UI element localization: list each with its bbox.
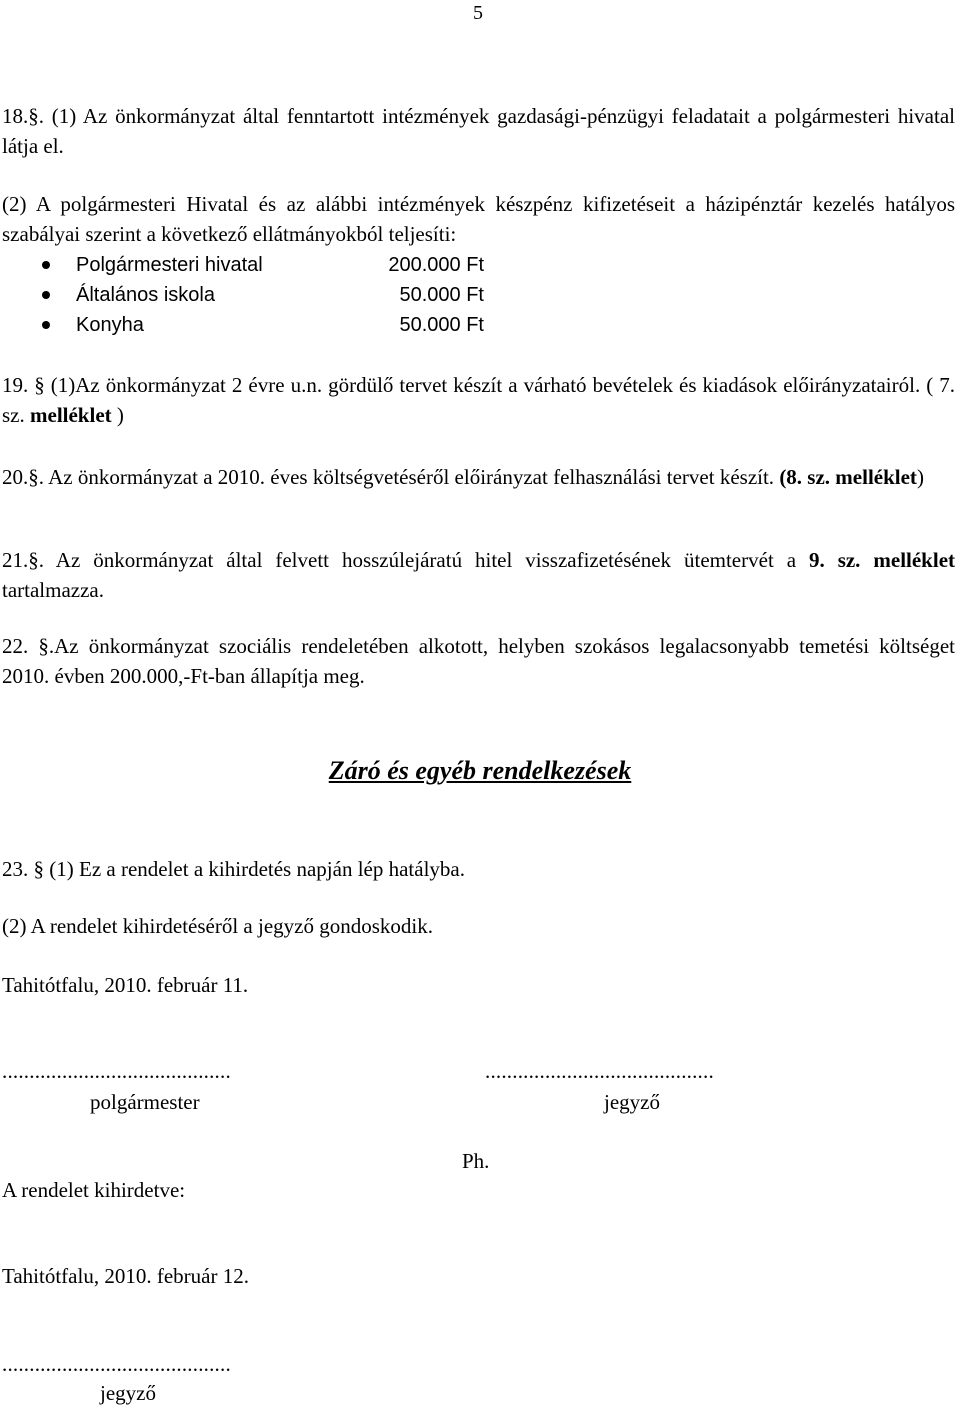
closing-provisions-heading: Záró és egyéb rendelkezések bbox=[328, 756, 632, 785]
allowance-name: Általános iskola bbox=[76, 284, 215, 306]
allowance-amount: 50.000 Ft bbox=[399, 284, 484, 306]
allowance-amount: 200.000 Ft bbox=[388, 254, 484, 276]
section-20: 20.§. Az önkormányzat a 2010. éves költségvetéséről előirányzat felhasználási tervet készít. (8. sz. melléklet) bbox=[2, 465, 924, 489]
page-number: 5 bbox=[473, 2, 483, 24]
section-22: 22. §.Az önkormányzat szociális rendeletében alkotott, helyben szokásos legalacsonyabb temetési költséget 2010. évben 200.000,-Ft-ban állapítja meg. bbox=[2, 634, 955, 688]
section-18-paragraph-2: (2) A polgármesteri Hivatal és az alábbi intézmények készpénz kifizetéseit a házipénztár kezelés hatályos szabályai szerint a következő ellátmányokból teljesíti: bbox=[2, 192, 955, 246]
section-23-paragraph-2: (2) A rendelet kihirdetéséről a jegyző gondoskodik. bbox=[2, 914, 433, 938]
section-23-paragraph-1: 23. § (1) Ez a rendelet a kihirdetés napján lép hatályba. bbox=[2, 857, 465, 881]
allowance-name: Konyha bbox=[76, 314, 144, 336]
final-signature-line: .......................................... bbox=[2, 1352, 231, 1376]
announced-label: A rendelet kihirdetve: bbox=[2, 1178, 186, 1202]
annex-reference: 9. sz. melléklet bbox=[809, 548, 956, 572]
annex-reference: melléklet bbox=[30, 403, 112, 427]
annex-reference: (8. sz. melléklet bbox=[779, 465, 917, 489]
signature-line-notary: .......................................... bbox=[485, 1059, 714, 1083]
allowance-amount: 50.000 Ft bbox=[399, 314, 484, 336]
signature-line-mayor: .......................................... bbox=[2, 1059, 231, 1083]
stamp-placeholder: Ph. bbox=[462, 1149, 490, 1173]
section-19: 19. § (1)Az önkormányzat 2 évre u.n. gördülő tervet készít a várható bevételek és kiadások előirányzatairól. ( 7. sz. melléklet ) bbox=[2, 373, 955, 427]
announced-date: Tahitótfalu, 2010. február 12. bbox=[2, 1264, 249, 1288]
signature-title-mayor: polgármester bbox=[90, 1090, 200, 1114]
final-signature-title: jegyző bbox=[100, 1381, 156, 1405]
signature-title-notary: jegyző bbox=[604, 1090, 660, 1114]
bullet-icon bbox=[42, 261, 50, 269]
section-18-paragraph-1: 18.§. (1) Az önkormányzat által fenntartott intézmények gazdasági-pénzügyi feladatait a polgármesteri hivatal látja el. bbox=[2, 104, 955, 158]
bullet-icon bbox=[42, 321, 50, 329]
bullet-icon bbox=[42, 291, 50, 299]
place-and-date: Tahitótfalu, 2010. február 11. bbox=[2, 973, 249, 997]
section-21: 21.§. Az önkormányzat által felvett hosszúlejáratú hitel visszafizetésének ütemtervét a 9. sz. melléklet tartalmazza. bbox=[2, 548, 956, 602]
allowance-name: Polgármesteri hivatal bbox=[76, 254, 263, 276]
